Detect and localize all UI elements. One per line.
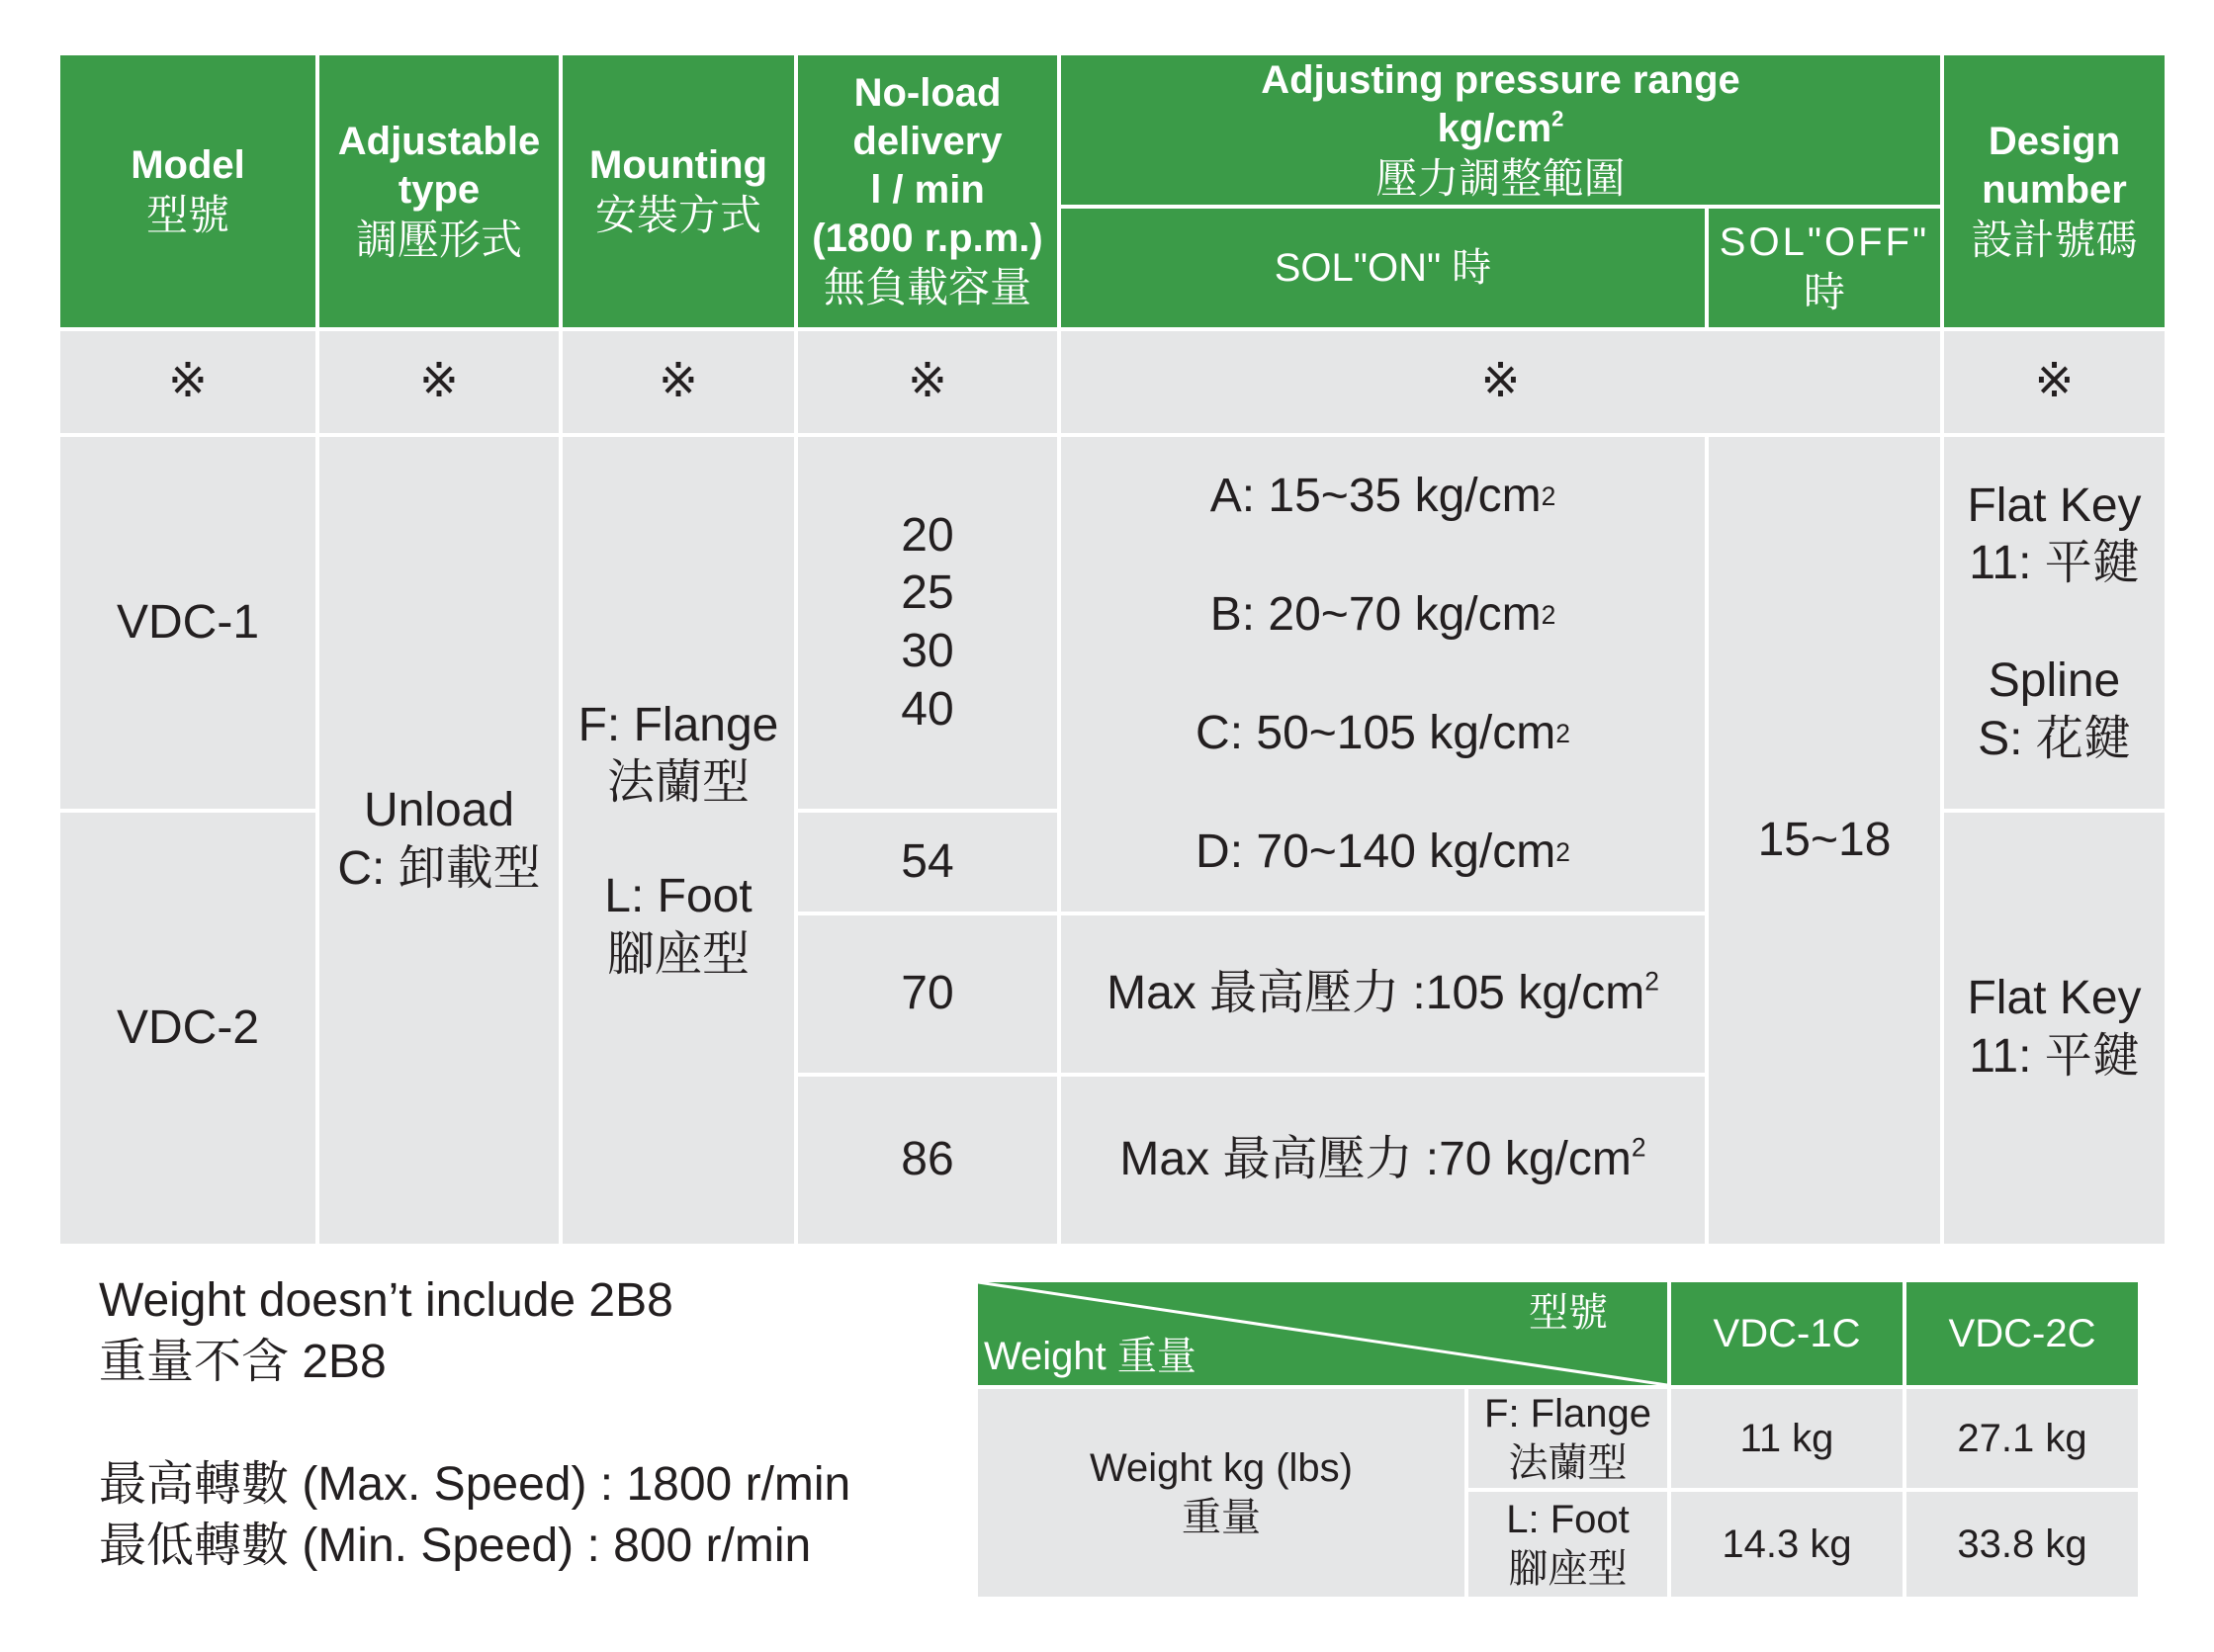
symbol-delivery: ※ bbox=[796, 329, 1059, 435]
weight-row-label: Weight kg (lbs) 重量 bbox=[976, 1387, 1466, 1599]
specification-table bbox=[56, 51, 2169, 1248]
symbol-design: ※ bbox=[1942, 329, 2167, 435]
range-a: A: 15~35 kg/cm 2 bbox=[1209, 469, 1556, 522]
note-weight-en: Weight doesn’t include 2B8 bbox=[99, 1274, 673, 1327]
sol-off-value: 15~18 bbox=[1707, 435, 1942, 1246]
header-mounting: Mounting 安裝方式 bbox=[561, 53, 796, 329]
max-pressure-86: Max 最高壓力 :70 $kg/cm^2$ bbox=[1059, 1075, 1707, 1246]
symbol-mounting: ※ bbox=[561, 329, 796, 435]
notes-block bbox=[99, 1270, 850, 1577]
weight-flange-label: F: Flange 法蘭型 bbox=[1466, 1387, 1669, 1490]
mounting-value: F: Flange 法蘭型 L: Foot 腳座型 bbox=[561, 435, 796, 1246]
max-pressure-70: Max 最高壓力 :105 $kg/cm^2$ bbox=[1059, 913, 1707, 1075]
weight-table bbox=[974, 1278, 2142, 1601]
design-vdc-1: Flat Key 11: 平鍵 Spline S: 花鍵 bbox=[1942, 435, 2167, 811]
header-pressure-range: Adjusting pressure range $kg/cm^2$ 壓力調整範圍 bbox=[1059, 53, 1942, 207]
corner-model-label: 型號 bbox=[1529, 1291, 1608, 1335]
note-min-speed: 最低轉數 (Min. Speed) : 800 r/min bbox=[99, 1520, 812, 1572]
header-model: Model 型號 bbox=[58, 53, 317, 329]
weight-table-corner bbox=[976, 1280, 1669, 1387]
weight-col-vdc-2c: VDC-2C bbox=[1904, 1280, 2140, 1387]
delivery-group-1: 20 25 30 40 bbox=[796, 435, 1059, 811]
note-max-speed: 最高轉數 (Max. Speed) : 1800 r/min bbox=[99, 1458, 851, 1511]
weight-foot-vdc-1c: 14.3 kg bbox=[1669, 1490, 1904, 1599]
header-sol-off: SOL"OFF" 時 bbox=[1707, 207, 1942, 329]
note-weight-cn: 重量不含 2B8 bbox=[99, 1336, 387, 1388]
pressure-range-list bbox=[1059, 435, 1707, 913]
design-vdc-2: Flat Key 11: 平鍵 bbox=[1942, 811, 2167, 1246]
adjustable-type-value: Unload C: 卸載型 bbox=[317, 435, 561, 1246]
weight-foot-label: L: Foot 腳座型 bbox=[1466, 1490, 1669, 1599]
symbol-adjustable-type: ※ bbox=[317, 329, 561, 435]
corner-weight-label: Weight 重量 bbox=[984, 1335, 1196, 1378]
range-b: B: 20~70 kg/cm 2 bbox=[1209, 587, 1556, 641]
header-design-number: Design number 設計號碼 bbox=[1942, 53, 2167, 329]
weight-foot-vdc-2c: 33.8 kg bbox=[1904, 1490, 2140, 1599]
header-sol-on: SOL"ON" 時 bbox=[1059, 207, 1707, 329]
weight-flange-vdc-2c: 27.1 kg bbox=[1904, 1387, 2140, 1490]
delivery-86: 86 bbox=[796, 1075, 1059, 1246]
model-vdc-1: VDC-1 bbox=[58, 435, 317, 811]
range-d: D: 70~140 kg/cm 2 bbox=[1196, 825, 1570, 878]
header-adjustable-type: Adjustable type 調壓形式 bbox=[317, 53, 561, 329]
weight-col-vdc-1c: VDC-1C bbox=[1669, 1280, 1904, 1387]
model-vdc-2: VDC-2 bbox=[58, 811, 317, 1246]
delivery-70: 70 bbox=[796, 913, 1059, 1075]
weight-flange-vdc-1c: 11 kg bbox=[1669, 1387, 1904, 1490]
header-no-load-delivery: No-load delivery l / min (1800 r.p.m.) 無負載容量 bbox=[796, 53, 1059, 329]
symbol-pressure: ※ bbox=[1059, 329, 1942, 435]
range-c: C: 50~105 kg/cm 2 bbox=[1196, 706, 1570, 759]
delivery-54: 54 bbox=[796, 811, 1059, 913]
symbol-model: ※ bbox=[58, 329, 317, 435]
